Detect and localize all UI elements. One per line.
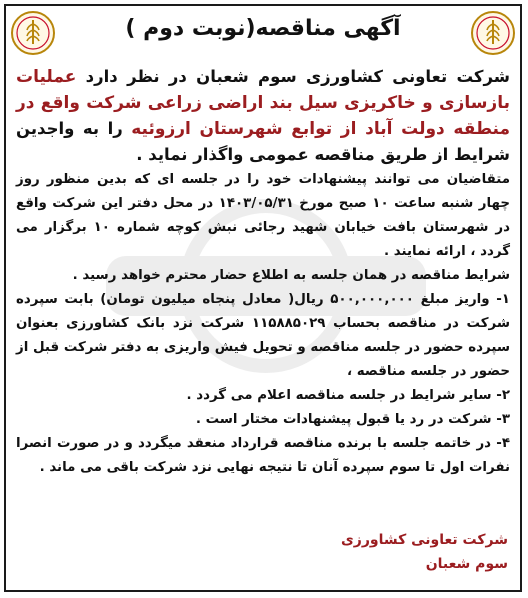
signature-line-2: سوم شعبان — [425, 556, 508, 572]
condition-item-1: ۱- واریز مبلغ ۵۰۰,۰۰۰,۰۰۰ ریال( معادل پنجاه میلیون تومان) بابت سپرده شرکت در مناقصه بحساب ۱۱۵۸۸۵۰۲۹ شرکت نزد بانک کشاورزی بعنوان سپرده حضور در جلسه مناقصه و تحویل فیش واریزی به دفتر شرکت قبل از حضور در جلسه مناقصه ، — [16, 292, 510, 379]
signature-line-1: شرکت تعاونی کشاورزی — [340, 532, 508, 548]
condition-item-4: ۴- در خاتمه جلسه با برنده مناقصه قرارداد منعقد میگردد و در صورت انصرا نفرات اول تا سوم سپرده آنان تا نتیجه نهایی نزد شرکت باقی می ماند . — [16, 436, 510, 475]
condition-item-2: ۲- سایر شرایط در جلسه مناقصه اعلام می گردد . — [186, 388, 510, 403]
intro-highlight: عملیات بازسازی و خاکریزی سیل بند اراضی زراعی شرکت واقع در منطقه دولت آباد از توابع شهرستان ارزوئیه — [16, 67, 511, 139]
page-title: آگهی مناقصه(نوبت دوم ) — [125, 16, 401, 41]
conditions-intro: شرایط مناقصه در همان جلسه به اطلاع حضار محترم خواهد رسید . — [72, 268, 510, 283]
condition-item-3: ۳- شرکت در رد یا قبول پیشنهادات مختار است . — [195, 412, 510, 427]
notice-header — [6, 6, 520, 64]
intro-text-end: را به واجدین شرایط از طریق مناقصه عمومی واگذار نماید . — [16, 119, 510, 164]
notice-frame — [4, 4, 522, 592]
intro-paragraph — [16, 64, 510, 168]
intro-text-start: شرکت تعاونی کشاورزی سوم شعبان در نظر دارد — [76, 67, 510, 86]
submission-paragraph: متقاضیان می توانند پیشنهادات خود را در جلسه ای که بدین منظور روز چهار شنبه ساعت ۱۰ صبح مورخ ۱۴۰۳/۰۵/۳۱ در محل دفتر این شرکت واقع در شهرستان بافت خیابان شهید رجائی نبش کوچه شماره ۱۰ برگزار می گردد ، ارائه نمایند . — [16, 172, 511, 259]
notice-body — [6, 64, 520, 480]
signature-block — [341, 528, 508, 576]
